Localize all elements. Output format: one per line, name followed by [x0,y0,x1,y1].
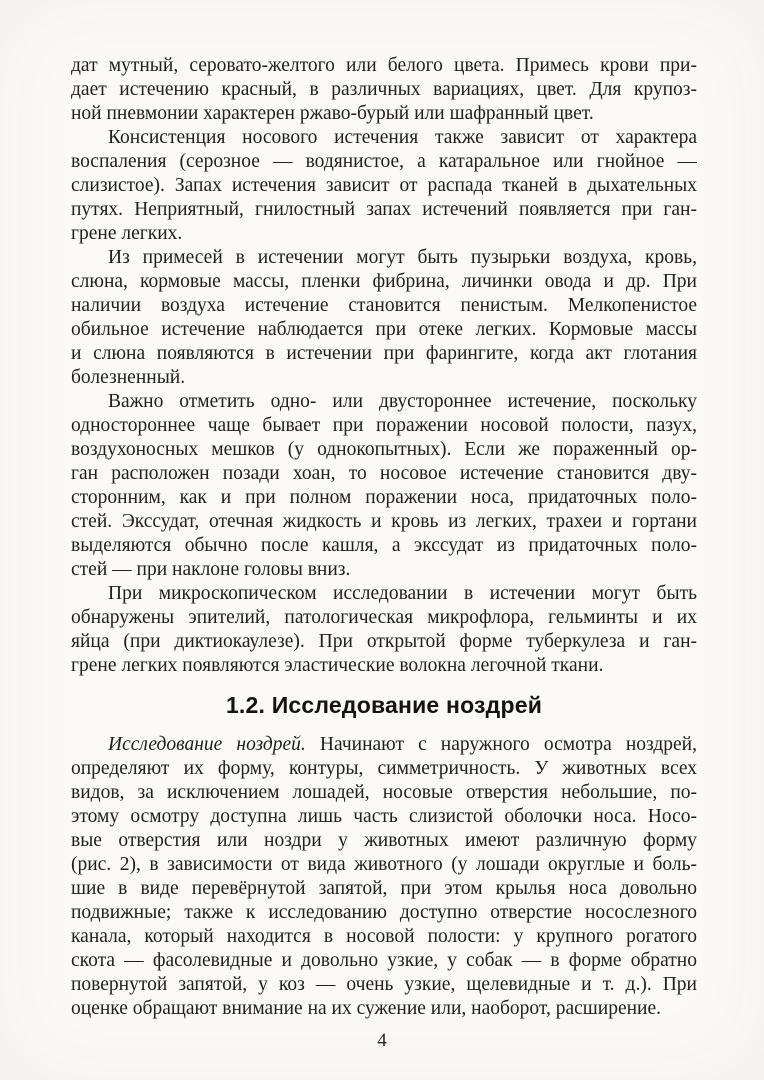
text-line: стей. Экссудат, отечная жидкость и кровь из легких, трахеи и гортани [71,511,697,532]
text-line: ной пневмонии характерен ржаво-бурый или шафранный цвет. [71,103,594,124]
text-line: подвижные; также к исследованию доступно отверстие носослезного [71,902,697,923]
text-line: слизистое). Запах истечения зависит от распада тканей в дыхательных [71,175,697,196]
text-line: этому осмотру доступна лишь часть слизистой оболочки носа. Носо- [71,806,697,827]
paragraph [71,582,697,678]
text-line: и слюна появляются в истечении при фарингите, когда акт глотания [71,343,697,364]
italic-lead: Исследование ноздрей. [108,734,306,755]
text-line: Из примесей в истечении могут быть пузырьки воздуха, кровь, [108,247,697,268]
page-number: 4 [377,1030,387,1051]
text-line: стей — при наклоне головы вниз. [71,559,351,580]
text-line: шие в виде перевёрнутой запятой, при этом крылья носа довольно [71,878,697,899]
text-line: обнаружены эпителий, патологическая микрофлора, гельминты и их [71,607,697,628]
text-line: определяют их форму, контуры, симметричность. У животных всех [71,758,697,779]
text-line: сторонним, как и при полном поражении носа, придаточных поло- [71,487,697,508]
text-line: (рис. 2), в зависимости от вида животного (у лошади округлые и боль- [71,854,697,875]
text-line: видов, за исключением лошадей, носовые отверстия небольшие, по- [71,782,697,803]
text-line: обильное истечение наблюдается при отеке легких. Кормовые массы [71,319,697,340]
text-line: выделяются обычно после кашля, а экссудат из придаточных поло- [71,535,697,556]
text-line: грене легких появляются эластические волокна легочной ткани. [71,655,604,676]
text-line: вые отверстия или ноздри у животных имеют различную форму [71,830,697,851]
paragraph [71,246,697,390]
text-line: канала, который находится в носовой полости: у крупного рогатого [71,926,697,947]
paragraph [71,390,697,582]
text-line: яйца (при диктиокаулезе). При открытой форме туберкулеза и ган- [71,631,697,652]
text-line: грене легких. [71,223,183,244]
text-line [71,733,697,757]
text-line: скота — фасолевидные и довольно узкие, у собак — в форме обратно [71,950,697,971]
paragraph [71,54,697,126]
paragraph [71,126,697,246]
text-line: наличии воздуха истечение становится пенистым. Мелкопенистое [71,295,697,316]
text-line: повернутой запятой, у коз — очень узкие, щелевидные и т. д.). При [71,974,697,995]
section-heading: 1.2. Исследование ноздрей [225,692,543,718]
text-line: Важно отметить одно- или двустороннее истечение, поскольку [108,391,697,412]
text-line: оценке обращают внимание на их сужение или, наоборот, расширение. [71,998,662,1019]
text-line: Консистенция носового истечения также зависит от характера [108,127,697,148]
text-line: ган расположен позади хоан, то носовое истечение становится дву- [71,463,697,484]
text-block [71,54,697,1021]
text-line: воздухоносных мешков (у однокопытных). Если же пораженный ор- [71,439,697,460]
text-line: дает истечению красный, в различных вариациях, цвет. Для крупоз- [71,79,697,100]
text-segment: Начинают с наружного осмотра ноздрей, [305,734,697,755]
paragraph [71,733,697,1021]
text-line: путях. Неприятный, гнилостный запах истечений появляется при ган- [71,199,697,220]
text-line: При микроскопическом исследовании в истечении могут быть [108,583,697,604]
text-line: воспаления (серозное — водянистое, а катаральное или гнойное — [71,151,697,172]
text-line: болезненный. [71,367,186,388]
text-line: дат мутный, серовато-желтого или белого цвета. Примесь крови при- [71,55,697,76]
text-line: одностороннее чаще бывает при поражении носовой полости, пазух, [71,415,697,436]
text-line: слюна, кормовые массы, пленки фибрина, личинки овода и др. При [71,271,697,292]
